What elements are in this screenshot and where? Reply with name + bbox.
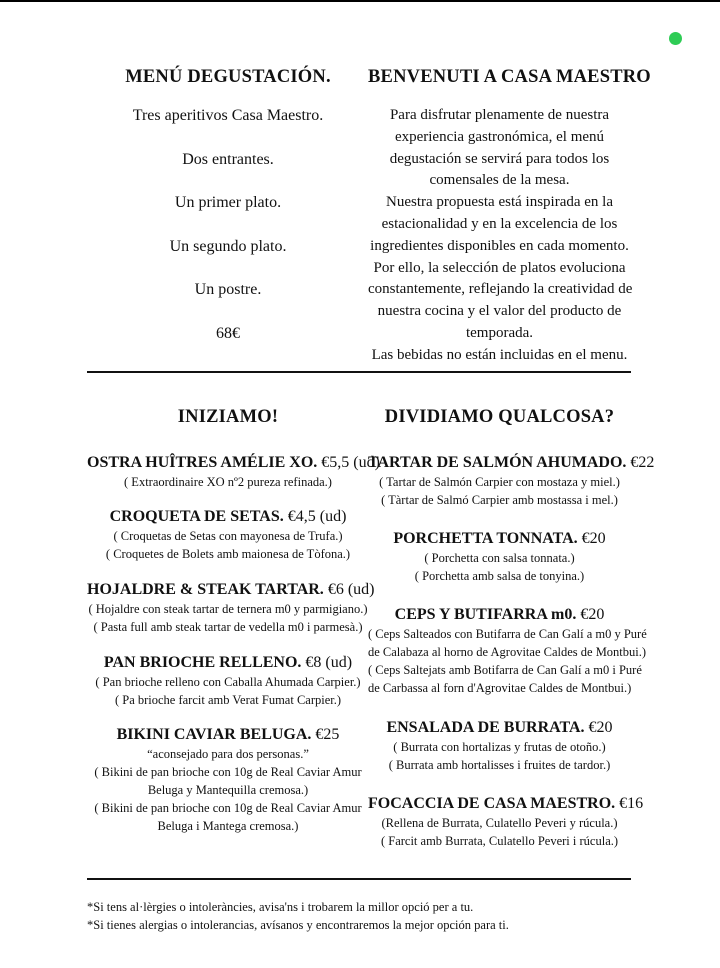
item-name: ENSALADA DE BURRATA. xyxy=(386,719,585,736)
tasting-line: Un postre. xyxy=(194,281,262,298)
welcome-line: comensales de la mesa. xyxy=(429,172,570,189)
item-price: €22 xyxy=(630,454,655,471)
menu-item xyxy=(87,725,369,835)
dividiamo-title: DIVIDIAMO QUALCOSA? xyxy=(384,407,615,427)
menu-item xyxy=(368,605,647,697)
item-name: TARTAR DE SALMÓN AHUMADO. xyxy=(368,454,627,471)
item-name: CEPS Y BUTIFARRA m0. xyxy=(394,606,577,623)
welcome-line: Por ello, la selección de platos evoluciona xyxy=(373,259,626,276)
item-description: Beluga y Mantequilla cremosa.) xyxy=(147,783,309,797)
welcome-line: Para disfrutar plenamente de nuestra xyxy=(389,107,610,123)
item-price: €5,5 (ud) xyxy=(321,454,380,471)
item-description: ( Burrata amb hortalisses i fruites de tardor.) xyxy=(388,758,611,772)
item-price: €6 (ud) xyxy=(327,581,375,598)
tasting-title: MENÚ DEGUSTACIÓN. xyxy=(125,67,331,87)
menu-item xyxy=(87,507,369,563)
item-description: ( Porchetta amb salsa de tonyina.) xyxy=(414,569,585,583)
welcome-line: temporada. xyxy=(465,324,534,341)
top-border xyxy=(0,0,720,2)
status-dot xyxy=(669,32,682,45)
item-description: de Calabaza al horno de Agrovitae Caldes de Montbui.) xyxy=(368,645,647,659)
welcome-line: nuestra cocina y el valor del producto de xyxy=(377,303,622,320)
item-price: €20 xyxy=(581,530,606,547)
item-description: ( Croquetes de Bolets amb maionesa de Tòfona.) xyxy=(105,547,351,561)
section-divider xyxy=(87,371,631,373)
menu-item xyxy=(368,529,631,585)
welcome-line: experiencia gastronómica, el menú xyxy=(394,128,605,145)
footer-divider xyxy=(87,878,631,880)
item-description: ( Ceps Saltejats amb Botifarra de Can Galí a m0 i Puré xyxy=(368,663,642,677)
welcome-title: BENVENUTI A CASA MAESTRO xyxy=(368,67,651,87)
item-name: FOCACCIA DE CASA MAESTRO. xyxy=(368,795,616,812)
allergy-note-es: *Si tienes alergias o intolerancias, avísanos y encontraremos la mejor opción para ti. xyxy=(87,918,509,932)
menu-item xyxy=(87,653,369,709)
item-description: Beluga i Mantega cremosa.) xyxy=(157,819,299,833)
item-price: €8 (ud) xyxy=(305,654,353,671)
tasting-line: Un primer plato. xyxy=(174,194,282,211)
item-description: ( Tàrtar de Salmó Carpier amb mostassa i mel.) xyxy=(381,493,618,507)
tasting-line: Tres aperitivos Casa Maestro. xyxy=(132,107,324,124)
item-description: de Carbassa al forn d'Agrovitae Caldes de Montbui.) xyxy=(368,681,632,695)
item-description: ( Hojaldre con steak tartar de ternera m0 y parmigiano.) xyxy=(88,602,368,616)
item-description: ( Burrata con hortalizas y frutas de otoño.) xyxy=(393,740,606,754)
welcome-text xyxy=(368,105,631,367)
item-price: €16 xyxy=(619,795,644,812)
item-description: ( Pa brioche farcit amb Verat Fumat Carpier.) xyxy=(114,693,342,707)
item-name: PAN BRIOCHE RELLENO. xyxy=(103,654,302,671)
item-description: ( Tartar de Salmón Carpier con mostaza y miel.) xyxy=(379,475,620,489)
item-description: ( Croquetas de Setas con mayonesa de Trufa.) xyxy=(113,529,343,543)
welcome-line: Las bebidas no están incluidas en el menu. xyxy=(371,346,628,363)
item-description: (Rellena de Burrata, Culatello Peveri y rúcula.) xyxy=(381,816,618,830)
item-name: BIKINI CAVIAR BELUGA. xyxy=(116,726,312,743)
iniziamo-title: INIZIAMO! xyxy=(177,407,279,427)
tasting-price: 68€ xyxy=(216,324,240,342)
allergy-note-ca: *Si tens al·lèrgies o intoleràncies, avisa'ns i trobarem la millor opció per a tu. xyxy=(87,900,474,914)
welcome-line: ingredientes disponibles en cada momento. xyxy=(370,237,629,254)
item-name: CROQUETA DE SETAS. xyxy=(109,508,284,525)
menu-item xyxy=(368,718,631,774)
item-description: ( Pan brioche relleno con Caballa Ahumada Carpier.) xyxy=(95,675,361,689)
item-description: ( Pasta full amb steak tartar de vedella m0 i parmesà.) xyxy=(93,620,363,634)
item-description: ( Bikini de pan brioche con 10g de Real Caviar Amur xyxy=(94,801,362,815)
menu-item xyxy=(368,453,655,509)
item-price: €4,5 (ud) xyxy=(287,508,347,525)
tasting-list xyxy=(87,105,369,366)
welcome-line: estacionalidad y en la excelencia de los xyxy=(381,215,618,232)
menu-item xyxy=(368,794,644,850)
item-description: ( Bikini de pan brioche con 10g de Real Caviar Amur xyxy=(94,765,362,779)
item-price: €20 xyxy=(588,719,613,736)
welcome-line: degustación se servirá para todos los xyxy=(389,150,610,167)
menu-item xyxy=(87,453,380,491)
item-description: ( Porchetta con salsa tonnata.) xyxy=(424,551,575,565)
item-name: PORCHETTA TONNATA. xyxy=(393,530,578,547)
welcome-line: constantemente, reflejando la creatividad de xyxy=(368,281,633,298)
menu-item xyxy=(87,580,375,636)
item-price: €20 xyxy=(580,606,605,623)
item-description: ( Farcit amb Burrata, Culatello Peveri i rúcula.) xyxy=(380,834,619,848)
item-name: OSTRA HUÎTRES AMÉLIE XO. xyxy=(87,454,318,471)
item-name: HOJALDRE & STEAK TARTAR. xyxy=(87,581,324,598)
tasting-line: Dos entrantes. xyxy=(182,150,274,168)
item-price: €25 xyxy=(315,726,340,743)
tasting-line: Un segundo plato. xyxy=(169,237,287,255)
item-note: “aconsejado para dos personas.” xyxy=(147,747,309,761)
item-description: ( Extraordinaire XO nº2 pureza refinada.) xyxy=(124,475,332,489)
item-description: ( Ceps Salteados con Butifarra de Can Galí a m0 y Puré xyxy=(368,627,647,641)
welcome-line: Nuestra propuesta está inspirada en la xyxy=(386,194,613,211)
